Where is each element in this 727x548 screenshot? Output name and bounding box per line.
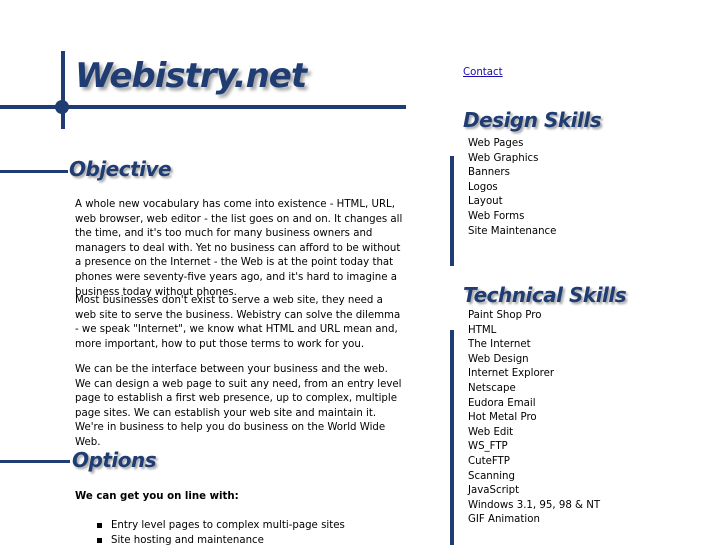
list-item: Eudora Email [468, 397, 536, 409]
list-item: Windows 3.1, 95, 98 & NT [468, 499, 601, 511]
list-item: Internet Explorer [468, 368, 555, 380]
list-item: Logos [468, 181, 498, 193]
list-item: HTML [468, 324, 497, 336]
list-item: Web Graphics [468, 152, 539, 164]
site-logo: Webistry.net [75, 56, 307, 96]
list-item: Layout [468, 196, 503, 208]
technical-skills-list [468, 309, 600, 528]
design-skills-list [468, 137, 556, 239]
technical-skills-heading: Technical Skills [463, 283, 627, 307]
header-rule-dot [55, 100, 69, 114]
list-item: Banners [468, 167, 510, 179]
list-item: CuteFTP [468, 455, 510, 467]
contact-link[interactable]: Contact [463, 67, 503, 78]
objective-paragraph-2: Most businesses don't exist to serve a web site, they need a web site to serve the business. Webistry can solve the dilemma - we speak "Internet", we know what HTML and URL mean and, more important, how to put those terms to work for you. [75, 295, 401, 350]
options-heading: Options [72, 448, 157, 472]
objective-paragraph-3: We can be the interface between your business and the web. We can design a web page to suit any need, from an entry level page to establish a first web presence, up to complex, multiple page sites. We can establish your web site and maintain it. We're in business to help you do business on the World Wide Web. [75, 364, 402, 448]
design-skills-rule [450, 156, 454, 266]
objective-heading: Objective [69, 157, 172, 181]
list-item: Hot Metal Pro [468, 412, 537, 424]
list-item: Netscape [468, 382, 516, 394]
list-item: JavaScript [468, 485, 520, 497]
list-item: GIF Animation [468, 514, 540, 526]
bullet-square-icon [97, 538, 102, 543]
list-item: The Internet [468, 339, 531, 351]
list-item: Entry level pages to complex multi-page sites [97, 518, 345, 533]
objective-paragraph-1: A whole new vocabulary has come into existence - HTML, URL, web browser, web editor - the list goes on and on. It changes all the time, and it's too much for many business owners and managers to deal with. Yet no business can afford to be without a presence on the Internet - the Web is at the point today that phones were seventy-five years ago, and it's hard to imagine a business today without phones. [75, 199, 403, 298]
header-vertical-rule [61, 51, 65, 129]
objective-rule [0, 170, 68, 173]
technical-skills-rule [450, 330, 454, 545]
list-item: Web Design [468, 353, 529, 365]
list-item: Web Edit [468, 426, 514, 438]
bullet-square-icon [97, 523, 102, 528]
list-item: Site Maintenance [468, 225, 557, 237]
list-item: WS_FTP [468, 441, 508, 453]
list-item: Paint Shop Pro [468, 310, 542, 321]
options-intro: We can get you on line with: [75, 491, 239, 502]
list-item: Web Forms [468, 210, 525, 222]
options-rule [0, 460, 70, 463]
options-list [97, 518, 345, 548]
design-skills-heading: Design Skills [463, 108, 602, 132]
list-item: Site hosting and maintenance [97, 533, 345, 548]
list-item: Scanning [468, 470, 515, 482]
list-item: Web Pages [468, 138, 524, 149]
